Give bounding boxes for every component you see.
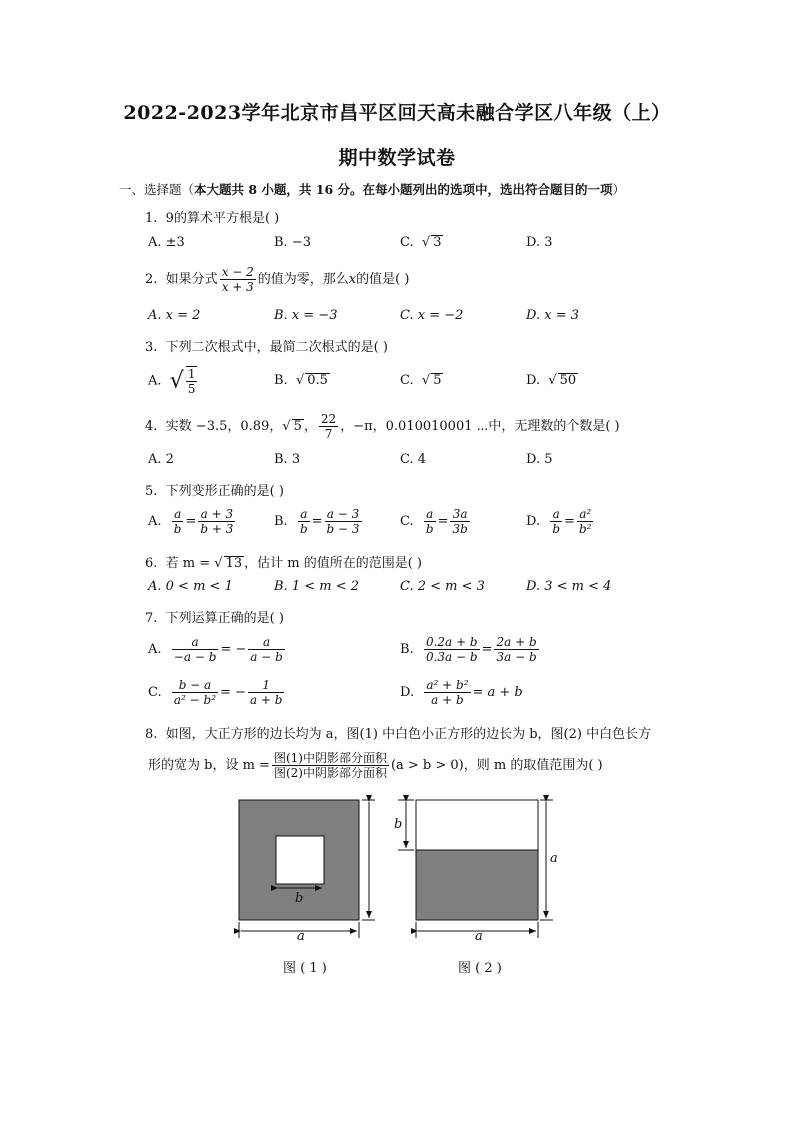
option-d[interactable]: D. 3 < m < 4 [526,579,612,594]
option-c[interactable]: C. 2 < m < 3 [400,579,485,594]
question-8-line2 [148,751,603,780]
stem-part: 形的宽为 b，设 m = [148,758,270,773]
question-number: 8. [145,727,158,742]
option-a[interactable]: A. 2 [148,452,174,467]
stem-part: ， [303,419,317,434]
question-7 [145,607,284,626]
option-letter: B. [274,373,288,388]
option-letter: C. [148,685,162,700]
stem-part: 的值是( ) [356,272,410,287]
option-d[interactable]: D. 3 [526,235,553,250]
option-letter: A. [148,642,162,657]
option-c[interactable]: C. $\frac{a}{b}$ = $\frac{3a}{3b}$ [400,507,468,536]
question-4: 4. 实数 −3.5，0.89，√ 5 ， $\frac{22}{7}$ ，−π，0.010010001 ⋯中，无理数的个数是( ) [145,412,620,441]
question-number: 7. [145,611,158,626]
radicand: 3 [433,235,442,250]
question-5 [145,480,284,499]
option-b[interactable]: B. √ 0.5 [274,373,328,388]
question-stem: 下列运算正确的是( ) [165,611,284,626]
radicand: 5 [433,373,442,388]
option-c[interactable]: C. √ 5 [400,373,442,388]
option-d[interactable]: D. 5 [526,452,553,467]
option-a[interactable]: A. $\frac{a}{b}$ = $\frac{a + 3}{b + 3}$ [148,507,234,536]
question-8 [145,723,651,742]
fig1-small-square [276,836,324,884]
option-b[interactable]: B. 1 < m < 2 [274,579,360,594]
option-b[interactable]: B. −3 [274,235,311,250]
stem-part: ，−π，0.010010001 ⋯中，无理数的个数是( ) [340,419,620,434]
option-b[interactable]: B. 3 [274,452,301,467]
fraction-denominator: 7 [324,427,333,441]
fraction [319,412,338,441]
option-letter: C. [400,373,414,388]
stem-part: 如果分式 [165,272,218,287]
question-number: 6. [145,556,158,571]
option-letter: D. [400,685,415,700]
fig1-caption: 图 ( 1 ) [283,961,327,976]
question-stem-line1: 如图，大正方形的边长均为 a，图(1) 中白色小正方形的边长为 b，图(2) 中白色长方 [165,727,652,742]
option-d[interactable]: D. x = 3 [526,308,579,323]
question-stem: 下列二次根式中，最简二次根式的是( ) [165,340,388,355]
fraction-numerator: 图(1)中阴影部分面积 [273,751,387,765]
option-c[interactable]: C. √ 3 [400,235,442,250]
fig2-shaded-rect [416,850,538,920]
section-heading [119,180,625,198]
fig2-label-a-bottom: a [475,929,483,944]
option-letter: B. [274,514,288,529]
fig2-label-a-right: a [550,851,558,866]
stem-part: ，估计 m 的值所在的范围是( ) [244,556,423,571]
exam-title-line2: 期中数学试卷 [338,147,456,169]
option-c[interactable]: C. x = −2 [400,308,464,323]
section-label: 一、选择题（ [119,182,195,197]
question-number: 4. [145,419,158,434]
fig2-caption: 图 ( 2 ) [458,961,502,976]
option-c[interactable]: C. $\frac{b - a}{\text{a² − b²}}$ = − $\frac{1}{a + b}$ [148,678,283,707]
question-2 [145,265,409,294]
variable: x [348,272,357,287]
stem-part: 的值为零，那么 [257,272,349,287]
question-number: 2. [145,272,158,287]
figure-1 [239,800,375,938]
figure-2 [398,800,553,938]
stem-part: (a > b > 0)，则 m 的取值范围为( ) [390,758,603,773]
option-d[interactable]: D. $\frac{\text{a² + b²}}{a + b}$ = a + b [400,678,523,707]
question-1 [145,207,279,226]
option-c[interactable]: C. 4 [400,452,427,467]
option-letter: D. [526,373,541,388]
stem-part: 实数 −3.5，0.89， [165,419,283,434]
option-a[interactable]: A. ±3 [148,235,185,250]
option-d[interactable]: D. $\frac{a}{b}$ = $\frac{\text{a²}}{\text{b²}}$ [526,507,592,536]
option-a[interactable]: A. $\frac{a}{-a - b}$ = − $\frac{a}{a - b}$ [148,635,283,664]
option-a[interactable]: A. x = 2 [148,308,201,323]
exam-title-line1: 2022-2023学年北京市昌平区回天高未融合学区八年级（上） [123,102,671,124]
option-letter: B. [400,642,414,657]
stem-part: 若 m = [165,556,215,571]
question-number: 5. [145,484,158,499]
option-letter: C. [400,235,414,250]
fraction-denominator: x + 3 [221,280,254,294]
fig2-label-b: b [394,817,403,832]
option-b[interactable]: B. x = −3 [274,308,338,323]
question-stem: 9的算术平方根是( ) [165,211,280,226]
fraction: $\frac{1}{5}$ [187,367,196,396]
radicand: 5 [293,419,302,434]
fraction-denominator: 图(2)中阴影部分面积 [273,766,387,780]
section-close: ） [612,182,626,197]
question-6: 6. 若 m = √ 13 ，估计 m 的值所在的范围是( ) [145,556,423,571]
option-letter: A. [148,373,162,389]
fig2-white-strip [416,800,538,850]
option-d[interactable]: D. √ 50 [526,373,577,388]
radicand: 13 [225,556,243,571]
fraction [220,265,256,294]
option-letter: C. [400,514,414,529]
question-number: 3. [145,340,158,355]
radicand: 0.5 [307,373,328,388]
option-a[interactable]: A. √ $\frac{1}{5}$ [148,367,196,396]
option-a[interactable]: A. 0 < m < 1 [148,579,233,594]
option-b[interactable]: B. $\frac{0.2a + b}{0.3a - b}$ = $\frac{2a + b}{3a - b}$ [400,635,537,664]
question-number: 1. [145,211,158,226]
section-detail: 本大题共 8 小题，共 16 分。在每小题列出的选项中，选出符合题目的一项 [194,182,613,197]
question-stem: 下列变形正确的是( ) [165,484,284,499]
question-3 [145,336,388,355]
fraction [272,751,389,780]
option-b[interactable]: B. $\frac{a}{b}$ = $\frac{a - 3}{b - 3}$ [274,507,360,536]
option-letter: A. [148,514,162,529]
radicand: 50 [559,373,577,388]
fig1-label-b: b [295,891,304,906]
fraction-numerator: 22 [320,412,337,426]
fig1-label-a: a [297,929,305,944]
option-letter: D. [526,514,541,529]
fraction-numerator: x − 2 [221,265,254,279]
